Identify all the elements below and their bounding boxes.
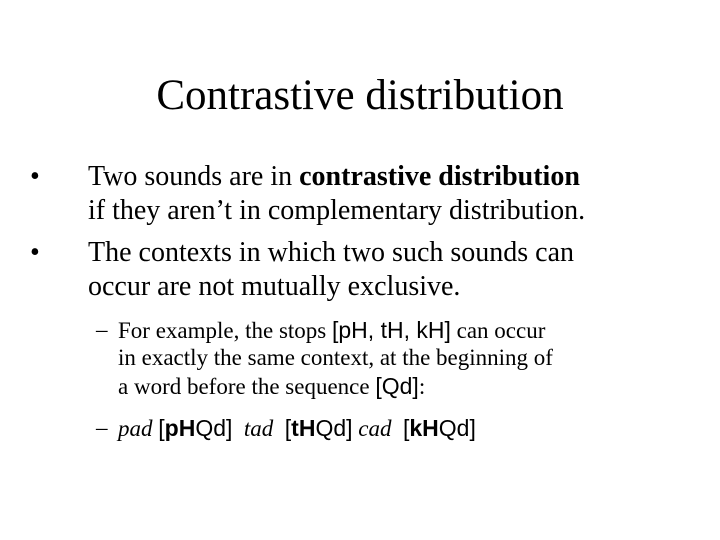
slide-title: Contrastive distribution [156, 72, 564, 119]
word-cad: cad [358, 416, 392, 441]
sub-bullet-line: in exactly the same context, at the beginning of [118, 345, 553, 370]
bullet-line: occur are not mutually exclusive. [88, 271, 461, 302]
sub-text-segment: : [418, 374, 426, 399]
dash-icon: – [96, 317, 108, 342]
transcription-rest: Qd] [195, 415, 233, 441]
bullet-icon: • [30, 161, 40, 192]
bracket-open: [ [284, 415, 292, 441]
transcription-rest: Qd] [438, 415, 476, 441]
dash-icon: – [96, 415, 108, 440]
transcription-rest: Qd] [315, 415, 353, 441]
bracket-open: [ [403, 415, 410, 441]
bullet-text [88, 236, 688, 304]
bullet-line [88, 160, 688, 194]
bullet-text [88, 160, 688, 228]
sub-bullet-line [118, 316, 545, 345]
bullet-line: if they aren’t in complementary distribution. [88, 195, 586, 226]
sub-text-segment: a word before the sequence [118, 374, 376, 399]
word-pad: pad [118, 416, 153, 441]
bullet-icon: • [30, 237, 40, 268]
phonetic-symbols: [Qd] [375, 373, 419, 399]
bullet-line: The contexts in which two such sounds can [88, 237, 575, 268]
sub-bullet-line [118, 414, 476, 443]
aspirated-stop: kH [409, 415, 439, 441]
word-tad: tad [243, 416, 274, 441]
sub-text-segment: can occur [450, 318, 546, 343]
transcription-cad [403, 415, 476, 441]
aspirated-stop: tH [291, 415, 316, 441]
phonetic-symbols: [pH, tH, kH] [332, 317, 451, 343]
sub-bullet-line [118, 372, 425, 401]
aspirated-stop: pH [164, 415, 196, 441]
sub-text-segment: For example, the stops [118, 318, 332, 343]
bullet-text-segment: Two sounds are in [88, 161, 300, 192]
transcription-tad [285, 415, 353, 441]
term-contrastive-distribution: contrastive distribution [299, 161, 580, 192]
bracket-open: [ [158, 415, 165, 441]
transcription-pad [158, 415, 232, 441]
